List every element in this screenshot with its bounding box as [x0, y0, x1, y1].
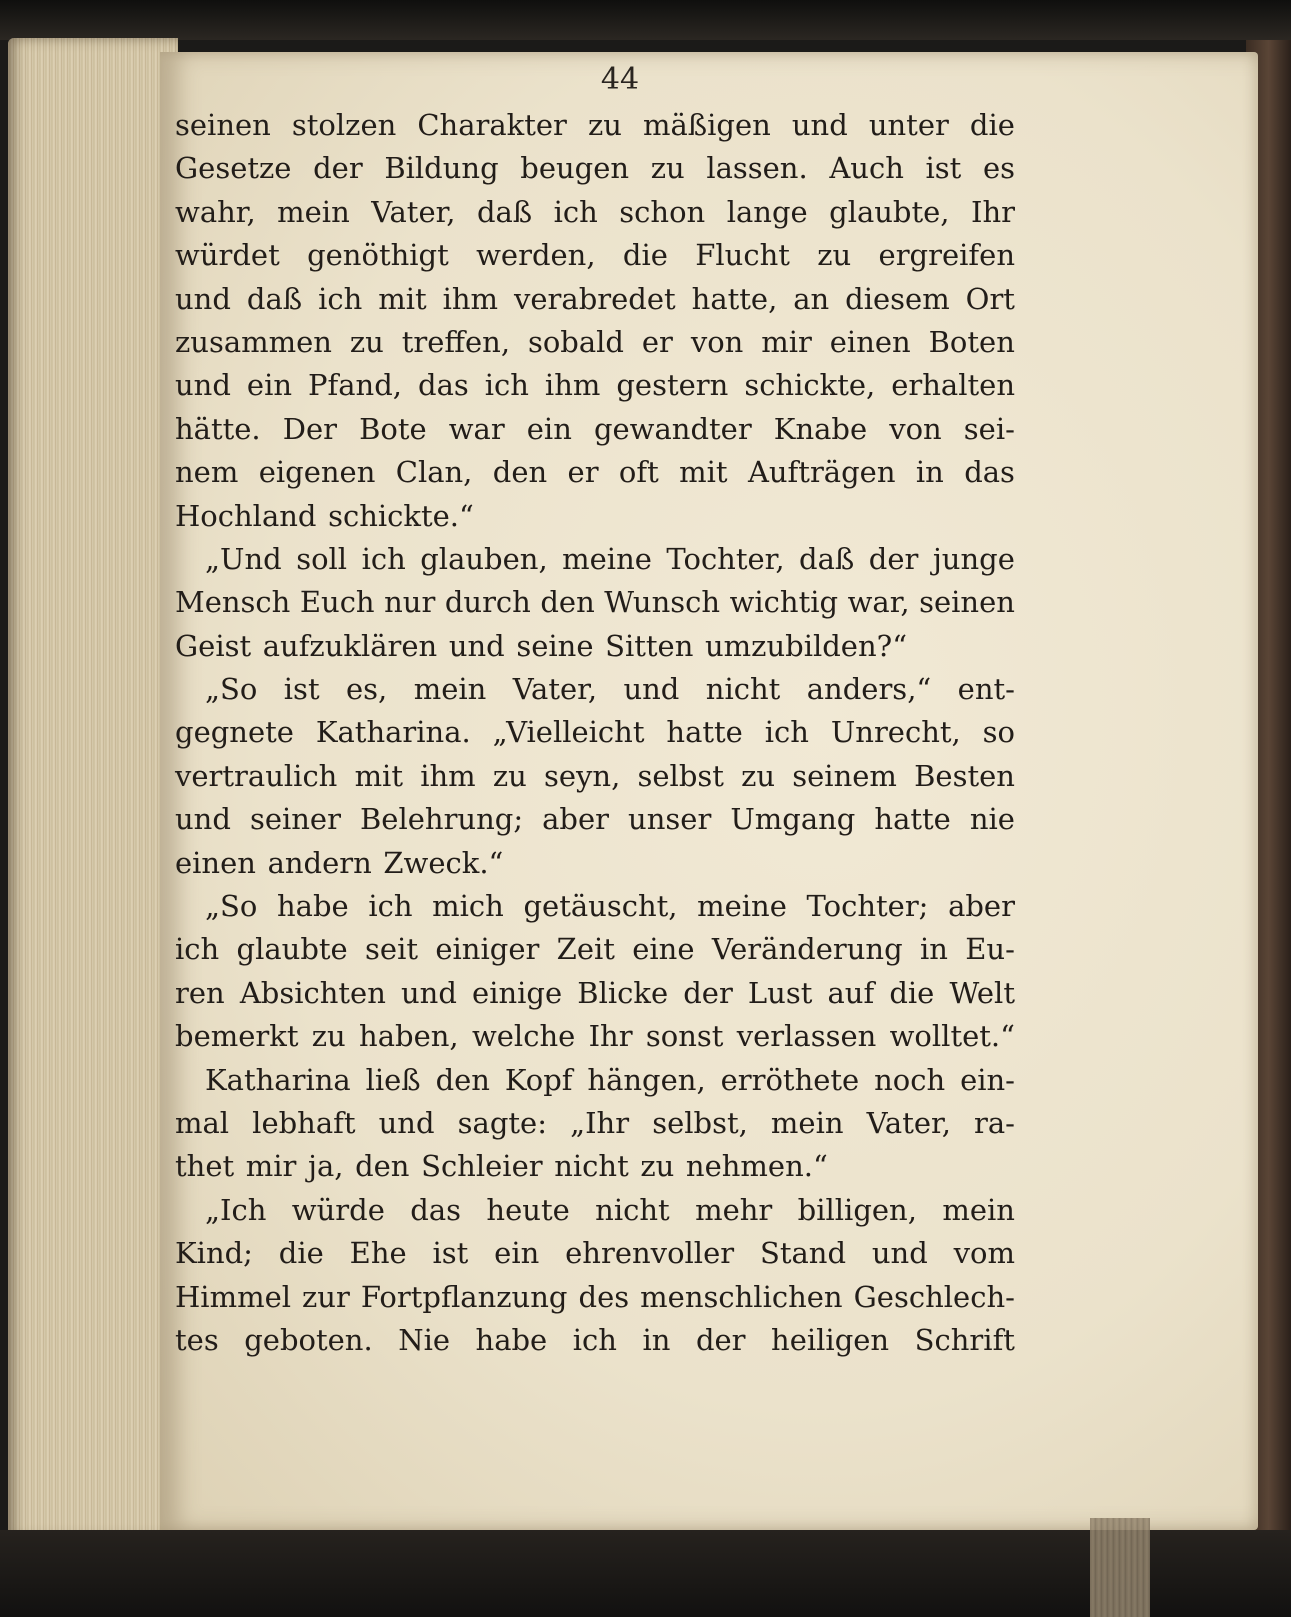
word: ich — [484, 368, 529, 403]
word: mein — [770, 1105, 844, 1140]
word: nicht — [595, 1192, 670, 1227]
word: mit — [354, 758, 403, 793]
word: Eu- — [965, 932, 1015, 967]
word: einen — [175, 845, 256, 880]
word: getäuscht, — [523, 889, 678, 924]
word: Nie — [398, 1322, 451, 1357]
word: würdet — [175, 238, 280, 273]
word: ist — [283, 672, 320, 707]
word: nem — [175, 455, 239, 490]
text-line — [175, 1232, 1015, 1275]
word: Der — [282, 411, 337, 446]
word: würde — [291, 1192, 385, 1227]
word: Besten — [914, 758, 1015, 793]
word: Welt — [949, 975, 1015, 1010]
word: ergreifen — [878, 238, 1015, 273]
word: gegnete — [175, 715, 294, 750]
word: Bildung — [384, 151, 499, 186]
word: Schleier — [421, 1149, 543, 1184]
word: den — [355, 1149, 410, 1184]
word: anders,“ — [806, 672, 932, 707]
word: verlassen — [736, 1019, 877, 1054]
word: zu — [640, 1149, 675, 1184]
text-line — [175, 451, 1015, 494]
word: und — [448, 628, 505, 663]
word: genöthigt — [307, 238, 449, 273]
word: unter — [868, 108, 949, 142]
word: nicht — [554, 1149, 629, 1184]
word: umzubilden?“ — [705, 628, 908, 663]
page-edges — [8, 38, 178, 1538]
text-line — [175, 668, 1015, 711]
word: glaubte — [236, 932, 348, 967]
word: erhalten — [891, 368, 1015, 403]
word: tes — [175, 1322, 219, 1357]
word: ja, — [307, 1149, 344, 1184]
word: zu — [817, 238, 852, 273]
word: „So — [205, 889, 258, 924]
word: lebhaft — [252, 1105, 356, 1140]
word: mit — [378, 281, 427, 316]
word: seinen — [175, 108, 271, 142]
word: nicht — [705, 672, 781, 707]
word: von — [690, 324, 744, 359]
word: schon — [619, 194, 706, 229]
book-cover-top — [0, 0, 1291, 40]
word: Blicke — [577, 975, 669, 1010]
word: Absichten — [239, 975, 386, 1010]
word: welche — [471, 1019, 576, 1054]
word: hatte — [666, 715, 743, 750]
word: die — [969, 108, 1015, 142]
word: mehr — [695, 1192, 773, 1227]
word: meine — [562, 541, 652, 576]
word: in — [919, 932, 948, 967]
word: stolzen — [291, 108, 397, 142]
word: Flucht — [695, 238, 790, 273]
word: und — [175, 368, 231, 403]
word: Bote — [359, 411, 427, 446]
word: den — [435, 1062, 490, 1097]
word: meine — [697, 889, 787, 924]
word: an — [793, 281, 830, 316]
word: so — [982, 715, 1015, 750]
word: Veränderung — [711, 932, 903, 967]
word: seit — [365, 932, 419, 967]
word: „Vielleicht — [492, 715, 645, 750]
word: ist — [925, 151, 962, 186]
word: ein — [526, 411, 572, 446]
word: einen — [829, 324, 911, 359]
word: ihm — [442, 281, 499, 316]
word: Aufträgen — [747, 455, 896, 490]
word: das — [418, 368, 469, 403]
text-line — [175, 755, 1015, 798]
word: und — [378, 1105, 435, 1140]
word: gestern — [616, 368, 729, 403]
word: sagte: — [457, 1105, 547, 1140]
text-line — [175, 408, 1015, 451]
word: und — [401, 975, 457, 1010]
word: hatte — [874, 802, 951, 837]
word: Sitten — [605, 628, 694, 663]
text-line — [175, 104, 1015, 147]
word: glaubte, — [829, 194, 950, 229]
word: haben, — [359, 1019, 459, 1054]
word: Belehrung; — [359, 802, 524, 837]
page-number: 44 — [600, 62, 640, 97]
word: billigen, — [797, 1192, 917, 1227]
word: Hochland — [175, 498, 317, 533]
word: zu — [492, 758, 527, 793]
text-line — [175, 711, 1015, 754]
text-line — [175, 538, 1015, 581]
word: Katharina — [205, 1062, 351, 1097]
word: zu — [587, 108, 622, 142]
word: ein- — [960, 1062, 1015, 1097]
word: daß — [799, 541, 855, 576]
word: Zweck.“ — [383, 845, 504, 880]
word: hatte, — [691, 281, 778, 316]
word: seine — [516, 628, 594, 663]
word: bemerkt — [175, 1019, 299, 1054]
word: zu — [311, 1019, 346, 1054]
word: ren — [175, 975, 225, 1010]
word: thet — [175, 1149, 235, 1184]
word: der — [695, 1322, 746, 1357]
word: das — [964, 455, 1015, 490]
word: menschlichen — [640, 1279, 843, 1314]
word: Vater, — [512, 672, 598, 707]
word: treffen, — [401, 324, 511, 359]
word: unser — [628, 802, 712, 837]
word: Ihr — [970, 194, 1015, 229]
word: den — [492, 455, 548, 490]
word: sei- — [963, 411, 1015, 446]
word: Vater, — [866, 1105, 951, 1140]
word: ich — [368, 889, 413, 924]
word: ent- — [957, 672, 1015, 707]
word: lange — [726, 194, 808, 229]
word: Ehe — [349, 1236, 407, 1271]
word: der — [683, 975, 733, 1010]
word: wolltet.“ — [889, 1019, 1015, 1054]
word: er — [641, 324, 673, 359]
word: ehrenvoller — [565, 1236, 735, 1271]
word: des — [578, 1279, 630, 1314]
word: zu — [650, 151, 685, 186]
word: war, — [847, 585, 910, 620]
text-line — [175, 1276, 1015, 1319]
word: und — [791, 108, 848, 142]
word: mein — [942, 1192, 1015, 1227]
word: sobald — [527, 324, 624, 359]
text-line — [175, 364, 1015, 407]
word: es, — [346, 672, 388, 707]
text-line — [175, 234, 1015, 277]
word: „Ihr — [570, 1105, 630, 1140]
word: und — [175, 802, 231, 837]
word: der — [313, 151, 363, 186]
word: durch — [444, 585, 531, 620]
text-line — [175, 1319, 1015, 1362]
word: Charakter — [417, 108, 567, 142]
word: mir — [245, 1149, 297, 1184]
word: den — [540, 585, 595, 620]
word: Tochter; — [806, 889, 929, 924]
word: Boten — [928, 324, 1015, 359]
word: in — [642, 1322, 671, 1357]
word: ich — [764, 715, 809, 750]
word: eine — [632, 932, 695, 967]
word: Fortpflanzung — [360, 1279, 568, 1314]
word: mit — [679, 455, 728, 490]
word: noch — [874, 1062, 946, 1097]
word: Geist — [175, 628, 252, 663]
word: vom — [953, 1236, 1015, 1271]
word: Katharina. — [315, 715, 471, 750]
word: habe — [475, 1322, 548, 1357]
word: Stand — [759, 1236, 847, 1271]
word: Himmel — [175, 1279, 291, 1314]
word: einige — [472, 975, 563, 1010]
word: nur — [384, 585, 436, 620]
word: hätte. — [175, 411, 261, 446]
word: werden, — [476, 238, 596, 273]
word: der — [868, 541, 919, 576]
word: andern — [267, 845, 372, 880]
word: war — [448, 411, 505, 446]
word: hängen, — [587, 1062, 706, 1097]
word: aber — [948, 889, 1015, 924]
word: ich — [553, 194, 598, 229]
word: die — [889, 975, 935, 1010]
word: Clan, — [395, 455, 473, 490]
text-line — [175, 581, 1015, 624]
word: heiligen — [771, 1322, 890, 1357]
word: geboten. — [244, 1322, 373, 1357]
word: ihm — [420, 758, 476, 793]
text-line — [175, 1189, 1015, 1232]
text-line — [175, 625, 1015, 668]
text-body — [175, 104, 1015, 1362]
word: mir — [761, 324, 812, 359]
word: Ort — [965, 281, 1015, 316]
word: ließ — [365, 1062, 421, 1097]
text-line — [175, 495, 1015, 538]
word: Mensch — [175, 585, 291, 620]
word: Lust — [747, 975, 813, 1010]
word: Auch — [829, 151, 904, 186]
word: beugen — [520, 151, 630, 186]
word: zu — [349, 324, 384, 359]
text-line — [175, 1102, 1015, 1145]
word: ich — [361, 541, 406, 576]
word: seinen — [919, 585, 1015, 620]
word: mein — [277, 194, 350, 229]
word: schickte, — [744, 368, 876, 403]
word: gewandter — [593, 411, 752, 446]
text-line — [175, 1059, 1015, 1102]
word: und — [871, 1236, 928, 1271]
word: wahr, — [175, 194, 256, 229]
word: mäßigen — [642, 108, 771, 142]
word: mich — [432, 889, 504, 924]
word: mein — [413, 672, 487, 707]
word: Geschlech- — [853, 1279, 1015, 1314]
word: zur — [302, 1279, 350, 1314]
word: Kind; — [175, 1236, 253, 1271]
word: das — [410, 1192, 462, 1227]
word: selbst, — [652, 1105, 748, 1140]
word: Tochter, — [666, 541, 785, 576]
word: daß — [246, 281, 303, 316]
word: Zeit — [556, 932, 615, 967]
word: daß — [476, 194, 533, 229]
word: seinem — [792, 758, 897, 793]
word: eigenen — [258, 455, 376, 490]
word: ich — [572, 1322, 617, 1357]
word: selbst — [637, 758, 724, 793]
word: mal — [175, 1105, 230, 1140]
word: er — [567, 455, 599, 490]
word: Vater, — [371, 194, 456, 229]
word: einiger — [435, 932, 540, 967]
text-line — [175, 798, 1015, 841]
word: „Ich — [205, 1192, 267, 1227]
word: „Und — [205, 541, 282, 576]
word: junge — [932, 541, 1015, 576]
word: Gesetze — [175, 151, 292, 186]
word: es — [982, 151, 1015, 186]
text-line — [175, 191, 1015, 234]
word: und — [175, 281, 231, 316]
word: erröthete — [720, 1062, 860, 1097]
word: zu — [741, 758, 776, 793]
word: seiner — [249, 802, 341, 837]
text-line — [175, 972, 1015, 1015]
word: seyn, — [543, 758, 621, 793]
word: schickte.“ — [328, 498, 474, 533]
text-line — [175, 278, 1015, 321]
text-line — [175, 1145, 1015, 1188]
word: die — [622, 238, 668, 273]
word: ist — [432, 1236, 469, 1271]
word: lassen. — [706, 151, 808, 186]
word: ra- — [974, 1105, 1015, 1140]
word: von — [889, 411, 942, 446]
word: Umgang — [730, 802, 856, 837]
word: aufzuklären — [262, 628, 438, 663]
word: Wunsch — [604, 585, 721, 620]
word: in — [915, 455, 944, 490]
word: vertraulich — [175, 758, 338, 793]
word: Knabe — [773, 411, 868, 446]
word: sonst — [645, 1019, 724, 1054]
text-line — [175, 147, 1015, 190]
word: ich — [318, 281, 363, 316]
word: diesem — [845, 281, 950, 316]
word: zusammen — [175, 324, 332, 359]
text-line — [175, 1015, 1015, 1058]
word: ihm — [544, 368, 601, 403]
word: ein — [494, 1236, 540, 1271]
word: glauben, — [420, 541, 548, 576]
word: habe — [276, 889, 349, 924]
word: Ihr — [588, 1019, 633, 1054]
word: ich — [175, 932, 220, 967]
word: verabredet — [514, 281, 676, 316]
text-line — [175, 321, 1015, 364]
word: die — [278, 1236, 324, 1271]
text-line — [175, 842, 1015, 885]
word: Kopf — [504, 1062, 573, 1097]
word: heute — [486, 1192, 570, 1227]
word: ein — [246, 368, 293, 403]
word: und — [623, 672, 680, 707]
word: Pfand, — [308, 368, 403, 403]
ribbon-bookmark — [1090, 1518, 1150, 1617]
word: auf — [827, 975, 875, 1010]
word: soll — [296, 541, 348, 576]
text-line — [175, 928, 1015, 971]
word: wichtig — [729, 585, 839, 620]
word: nie — [969, 802, 1015, 837]
word: Schrift — [914, 1322, 1015, 1357]
word: Unrecht, — [830, 715, 961, 750]
word: „So — [205, 672, 258, 707]
word: aber — [542, 802, 610, 837]
word: nehmen.“ — [685, 1149, 828, 1184]
word: oft — [618, 455, 659, 490]
word: Euch — [299, 585, 375, 620]
text-line — [175, 885, 1015, 928]
